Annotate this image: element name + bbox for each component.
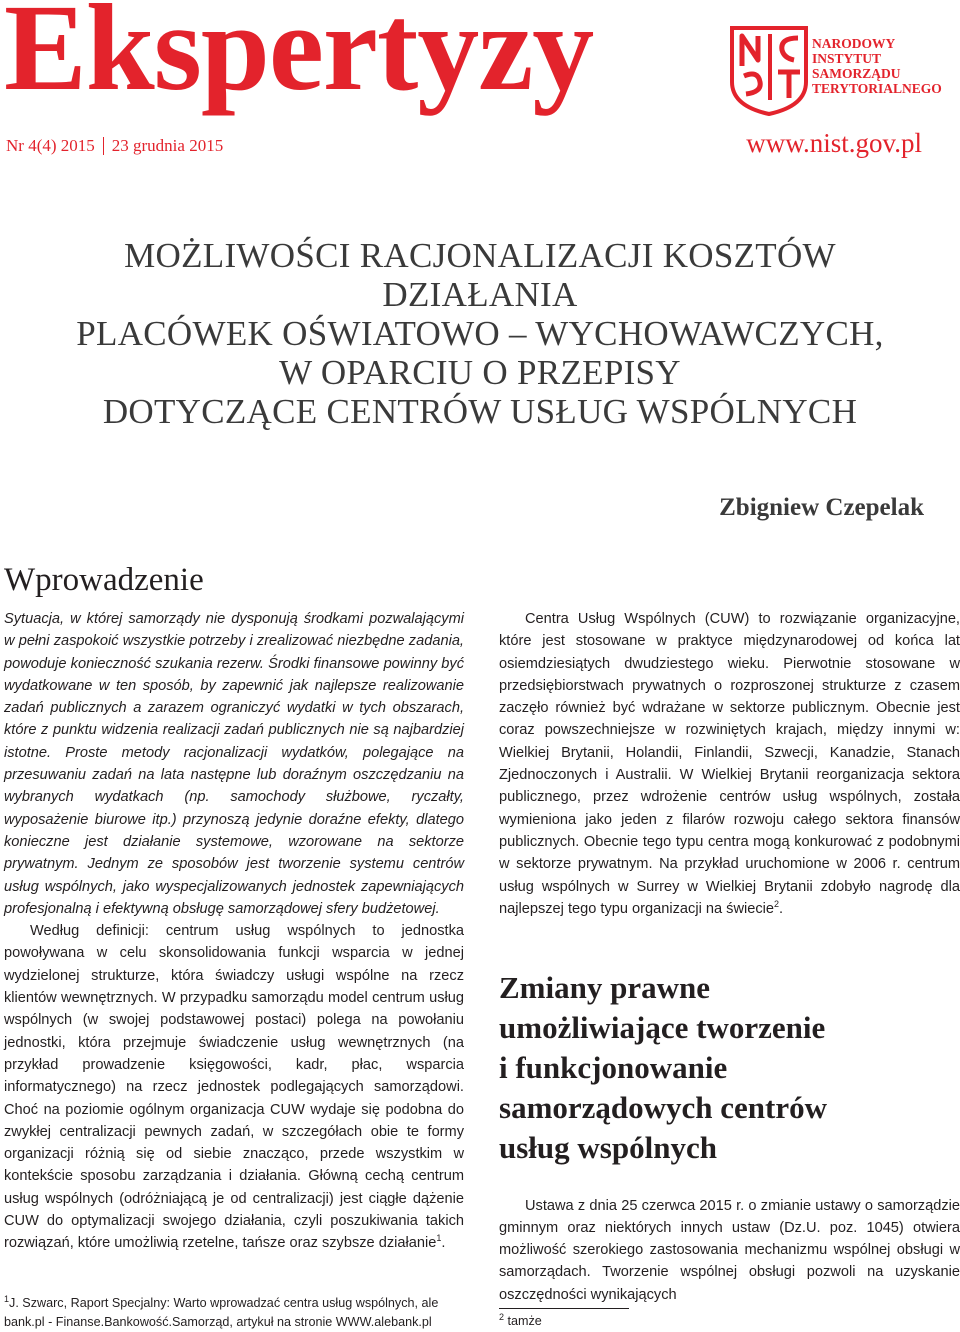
heading-line: usług wspólnych [499,1130,717,1165]
heading-line: Zmiany prawne [499,970,710,1005]
body-paragraph: Ustawa z dnia 25 czerwca 2015 r. o zmianie ustawy o samorządzie gminnym oraz niektórych innych ustaw (Dz.U. poz. 1045) otwiera możliwość szerokiego zastosowania mechanizmu wspólnej obsługi w samorządach. Tworzenie wspólnej obsługi pozwoli na uzyskanie oszczędności wynikających [499,1197,960,1303]
institute-line: INSTYTUT [812,51,882,66]
lead-paragraph: Sytuacja, w której samorządy nie dysponują środkami pozwalającymi w pełni zaspokoić wszystkie potrzeby i zrealizować niezbędne zadania, powoduje konieczność szukania rezerw. Środki finansowe powinny być wydatkowane w ten sposób, by zapewnić jak najlepsze realizowanie zadań publicznych a zarazem ograniczyć wydatki w tych obszarach, które z punktu widzenia realizacji zadań publicznych nie są najbardziej istotne. Proste metody racjonalizacji wydatków, polegające na przesuwaniu zadań na lata następne lub doraźnym oszczędzaniu na wybranych wydatkach (np. samochody służbowe, ryczałty, wyposażenie biurowe itp.) przynoszą jedynie doraźne efekty, dlatego konieczne jest działanie systemowe, wzorowane na sektorze prywatnym. Jednym ze sposobów jest tworzenie systemu centrów usług wspólnych, jako wyspecjalizowanych jednostek zapewniających profesjonalną i efektywną obsługę samorządowej sfery budżetowej. [4,611,464,917]
issue-separator [103,137,104,155]
left-column [4,608,464,1255]
institute-line: NARODOWY [812,36,896,51]
institute-line: TERYTORIALNEGO [812,81,942,96]
institute-name [812,36,942,96]
section-heading-changes [499,968,959,1168]
body-text: Według definicji: centrum usług wspólnych to jednostka powoływana w celu skonsolidowania funkcji wsparcia w jednej wydzielonej strukturze, która świadczy usługi wspólne na rzecz klientów wewnętrznych. W przypadku samorządu model centrum usług wspólnych (w swojej podstawowej postaci) polega na powołaniu jednostki, która przejmuje świadczenie usług wewnętrznych (na przykład prowadzenie księgowości, kadr, płac, wsparcia informatycznego) na rzecz jednostek podlegających samorządowi. Choć na poziomie ogólnym organizacja CUW wydaje się podobna do zwykłej centralizacji pewnych zadań, w szczegółach obie te formy organizacji różnią się od siebie znacząco, przede wszystkim w kontekście sposobu zarządzania i działania. Główną cechą centrum usług wspólnych (odróżniającą je od centralizacji) jest ciągłe dążenie CUW do optymalizacji swojego działania, czyli poszukiwania takich rozwiązań, które umożliwią rzetelne, tańsze oraz szybsze działanie [4,923,464,1252]
body-paragraph [499,608,960,920]
footnote-text: J. Szwarc, Raport Specjalny: Warto wprowadzać centra usług wspólnych, ale bank.pl - Finanse.Bankowość.Samorząd, artykuł na stronie WWW.alebank.pl [4,1296,439,1329]
title-line: PLACÓWEK OŚWIATOWO – WYCHOWAWCZYCH, [76,314,884,353]
heading-line: umożliwiające tworzenie [499,1010,826,1045]
footnote-divider [499,1308,629,1309]
nist-logo-icon [728,26,810,116]
issue-date: 23 grudnia 2015 [111,136,224,155]
issue-number: Nr 4(4) 2015 [6,136,95,155]
section-heading-intro: Wprowadzenie [4,562,204,598]
body-paragraph [4,920,464,1254]
footnote-1 [4,1294,466,1332]
heading-line: samorządowych centrów [499,1090,828,1125]
author-name: Zbigniew Czepelak [719,494,924,521]
issue-info [6,136,223,156]
body-text-end: . [441,1235,446,1252]
footnote-mark: 1 [4,1293,10,1304]
footnote-ref[interactable]: 1 [436,1233,442,1244]
article-title [0,236,960,431]
heading-line: i funkcjonowanie [499,1050,728,1085]
body-text-end: . [779,900,784,917]
right-column-lower [499,1180,960,1321]
title-line: W OPARCIU O PRZEPISY [279,353,681,392]
footnote-2 [499,1312,542,1331]
title-line: DZIAŁANIA [382,275,578,314]
right-column [499,608,960,920]
website-link[interactable]: www.nist.gov.pl [746,128,922,158]
footnote-text: tamże [507,1314,542,1328]
title-line: MOŻLIWOŚCI RACJONALIZACJI KOSZTÓW [124,236,836,275]
footnote-mark: 2 [499,1311,505,1322]
masthead-title: Ekspertyzy [4,0,594,116]
footnote-ref[interactable]: 2 [774,899,780,909]
institute-line: SAMORZĄDU [812,66,901,81]
title-line: DOTYCZĄCE CENTRÓW USŁUG WSPÓLNYCH [102,392,858,431]
body-text: Centra Usług Wspólnych (CUW) to rozwiązanie organizacyjne, które jest stosowane w praktyce międzynarodowej od końca lat osiemdziesiątych dwudziestego wieku. Pierwotnie stosowane w przedsiębiorstwach prywatnych o rozproszonej strukturze z czasem zaczęło również być wdrażane w sektorze publicznym. Obecnie jest coraz powszechniejsze w rozwiniętych krajach, między innymi w: Wielkiej Brytanii, Holandii, Finlandii, Szwecji, Kanadzie, Stanach Zjednoczonych i Australii. W Wielkiej Brytanii reorganizacja sektora publicznego, przez wdrożenie centrów usług wspólnych, została wymieniona jako jeden z filarów rozwoju całego sektora finansów publicznych. Obecnie tego typu centra mogą konkurować z podobnymi w sektorze prywatnym. Na przykład uruchomione w 2006 r. centrum usług wspólnych w Surrey w Wielkiej Brytanii zdobyło nagrodę dla najlepszej tego typu organizacji na świecie [499,611,960,917]
